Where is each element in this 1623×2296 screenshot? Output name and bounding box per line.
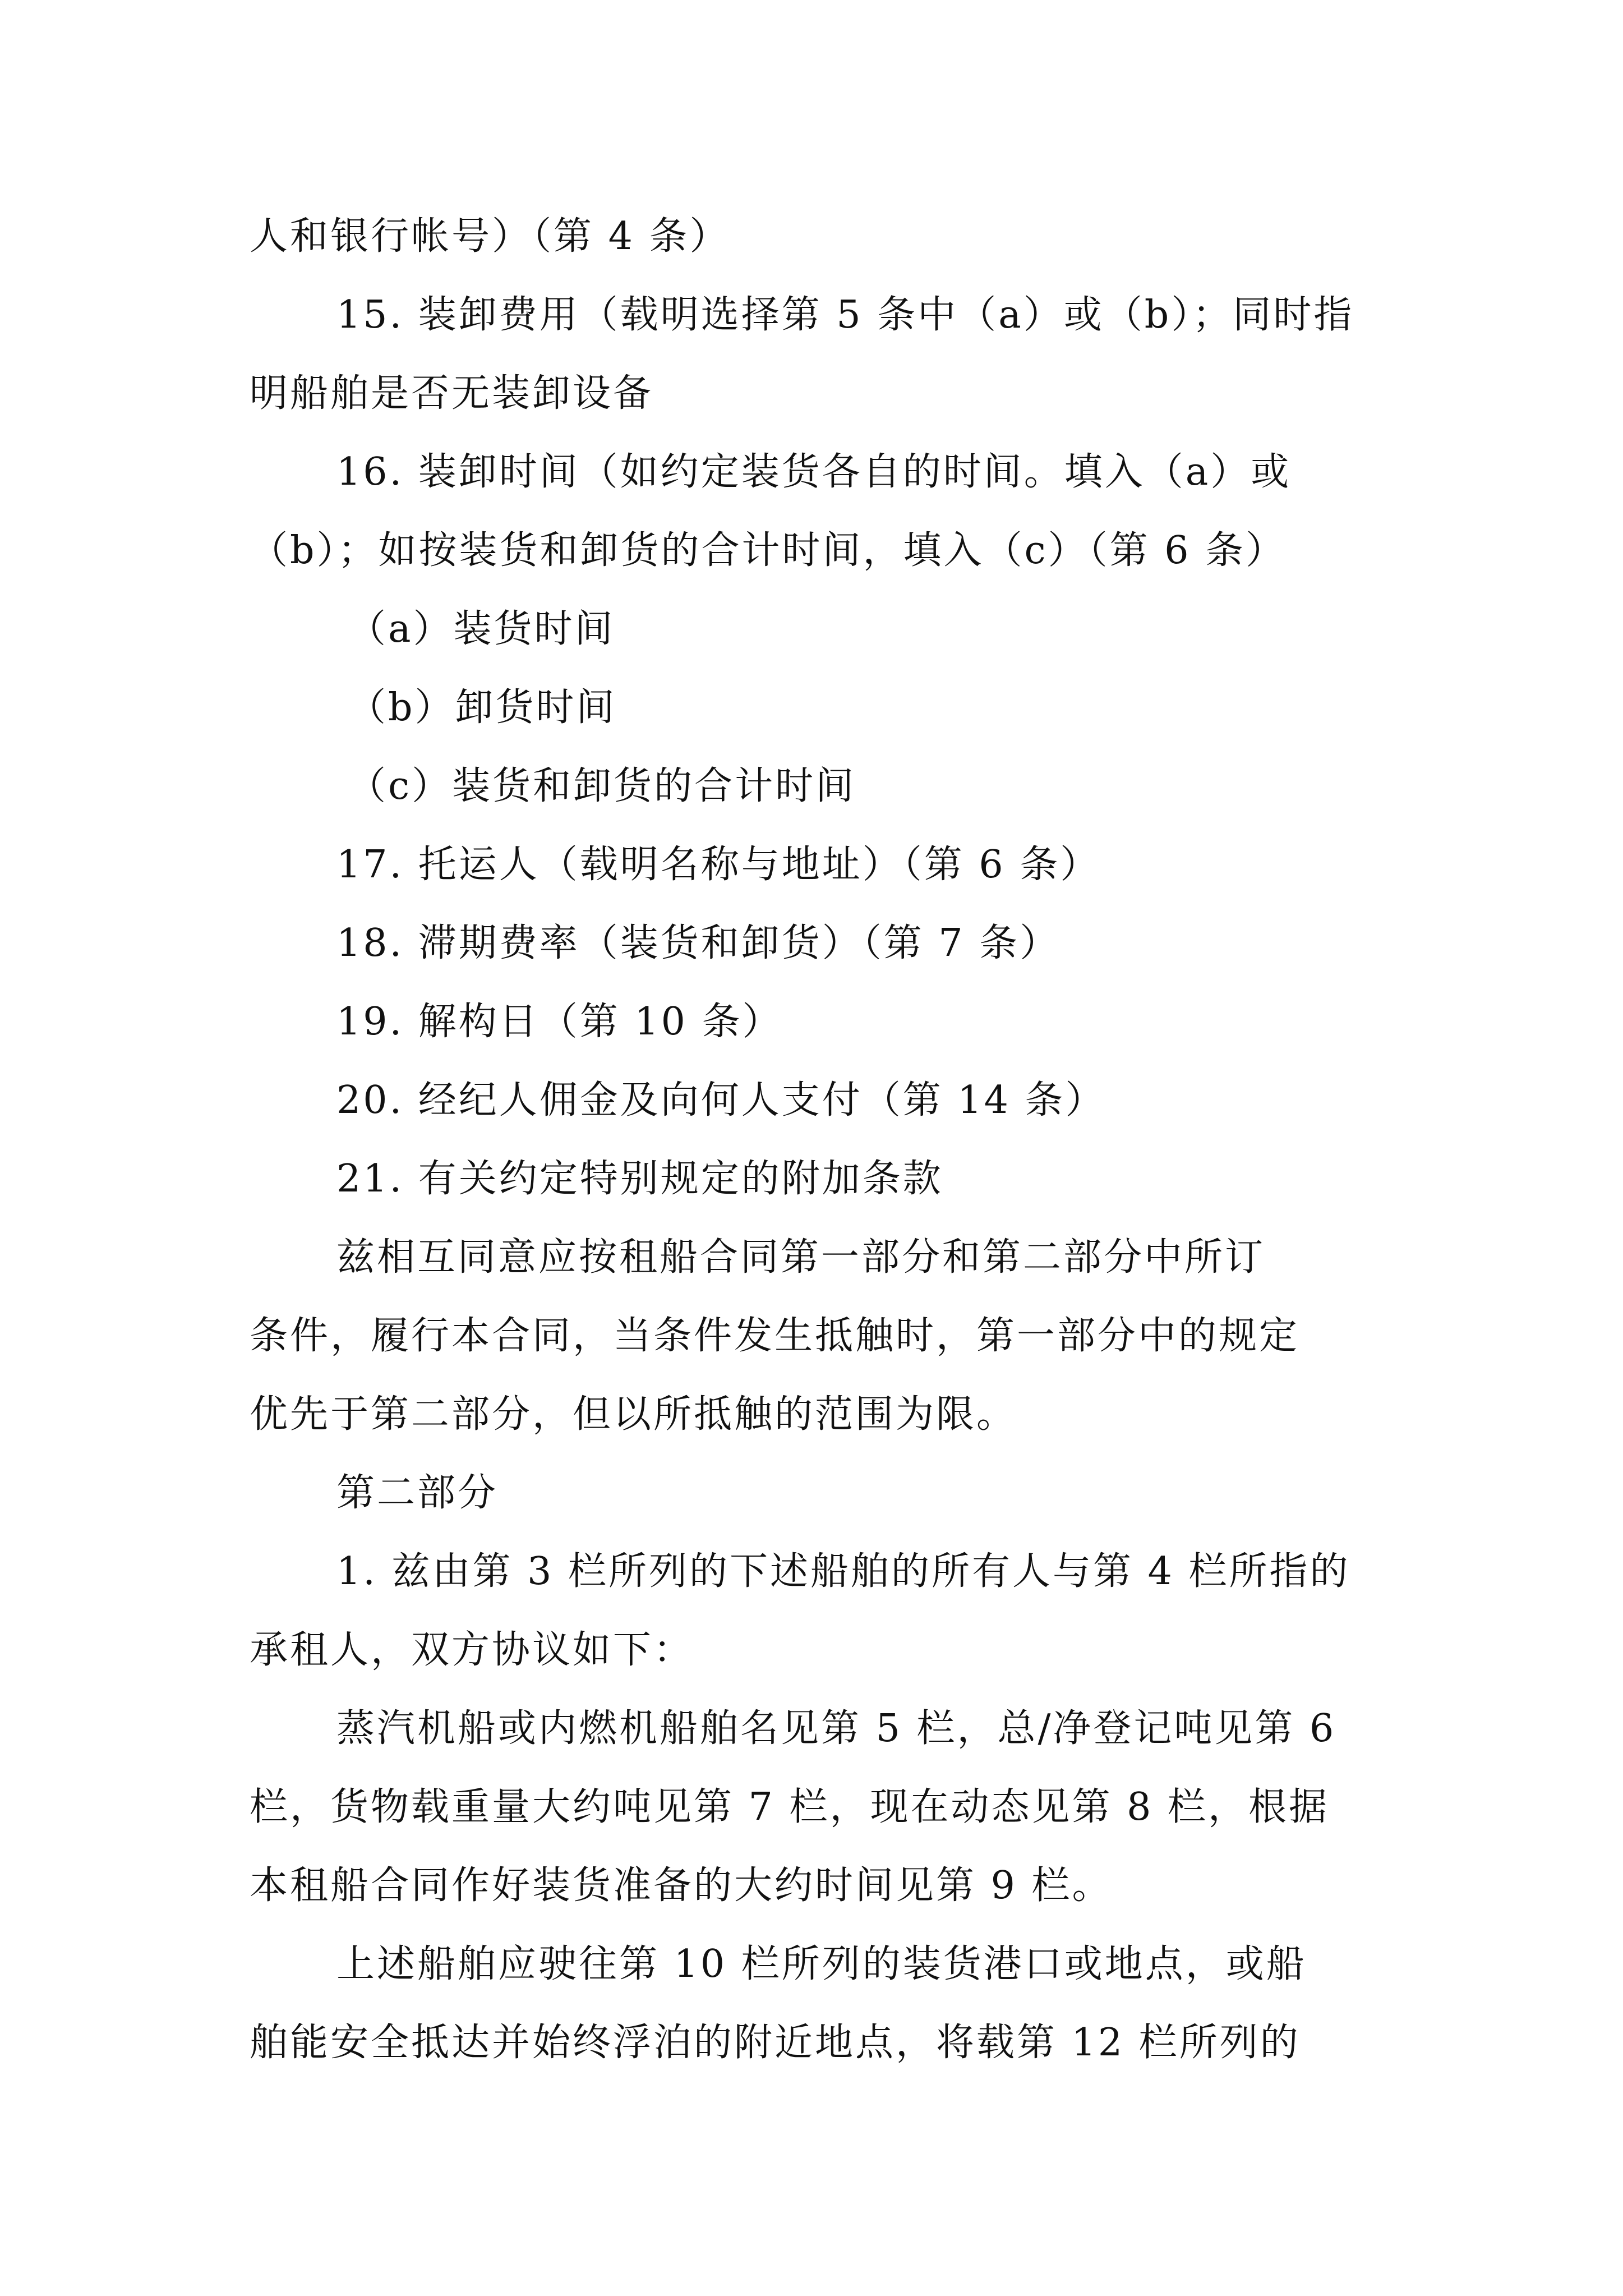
paragraph-line: 上述船舶应驶往第 10 栏所列的装货港口或地点，或船 [336, 1942, 1307, 1986]
paragraph-line: 兹相互同意应按租船合同第一部分和第二部分中所订 [336, 1235, 1266, 1280]
paragraph-line: 蒸汽机船或内燃机船舶名见第 5 栏，总/净登记吨见第 6 [336, 1706, 1336, 1751]
text-line: 本租船合同作好装货准备的大约时间见第 9 栏。 [250, 1864, 1113, 1908]
text-line: 优先于第二部分，但以所抵触的范围为限。 [250, 1392, 1017, 1437]
item-16-line: 16. 装卸时间（如约定装货各自的时间。填入（a）或 [336, 450, 1292, 494]
item-20-line: 20. 经纪人佣金及向何人支付（第 14 条） [336, 1078, 1106, 1122]
text-line: （b）；如按装货和卸货的合计时间，填入（c）（第 6 条） [250, 528, 1287, 573]
text-line: 条件，履行本合同，当条件发生抵触时，第一部分中的规定 [250, 1314, 1300, 1358]
sub-item-a: （a）装货时间 [348, 607, 615, 651]
item-15-line: 15. 装卸费用（载明选择第 5 条中（a）或（b）；同时指 [336, 293, 1354, 337]
item-17-line: 17. 托运人（载明名称与地址）（第 6 条） [336, 843, 1101, 887]
text-line: 舶能安全抵达并始终浮泊的附近地点，将载第 12 栏所列的 [250, 2021, 1301, 2065]
clause-1-line: 1. 兹由第 3 栏所列的下述船舶的所有人与第 4 栏所指的 [336, 1549, 1350, 1594]
text-line: 栏，货物载重量大约吨见第 7 栏，现在动态见第 8 栏，根据 [250, 1785, 1329, 1829]
text-line: 明船舶是否无装卸设备 [250, 371, 654, 416]
item-21-line: 21. 有关约定特别规定的附加条款 [336, 1157, 943, 1201]
text-line: 人和银行帐号）（第 4 条） [250, 214, 730, 259]
sub-item-c: （c）装货和卸货的合计时间 [348, 764, 856, 808]
item-18-line: 18. 滞期费率（装货和卸货）（第 7 条） [336, 921, 1061, 965]
sub-item-b: （b）卸货时间 [348, 685, 617, 730]
section-heading: 第二部分 [336, 1471, 499, 1515]
text-line: 承租人，双方协议如下： [250, 1628, 694, 1672]
item-19-line: 19. 解构日（第 10 条） [336, 1000, 783, 1044]
